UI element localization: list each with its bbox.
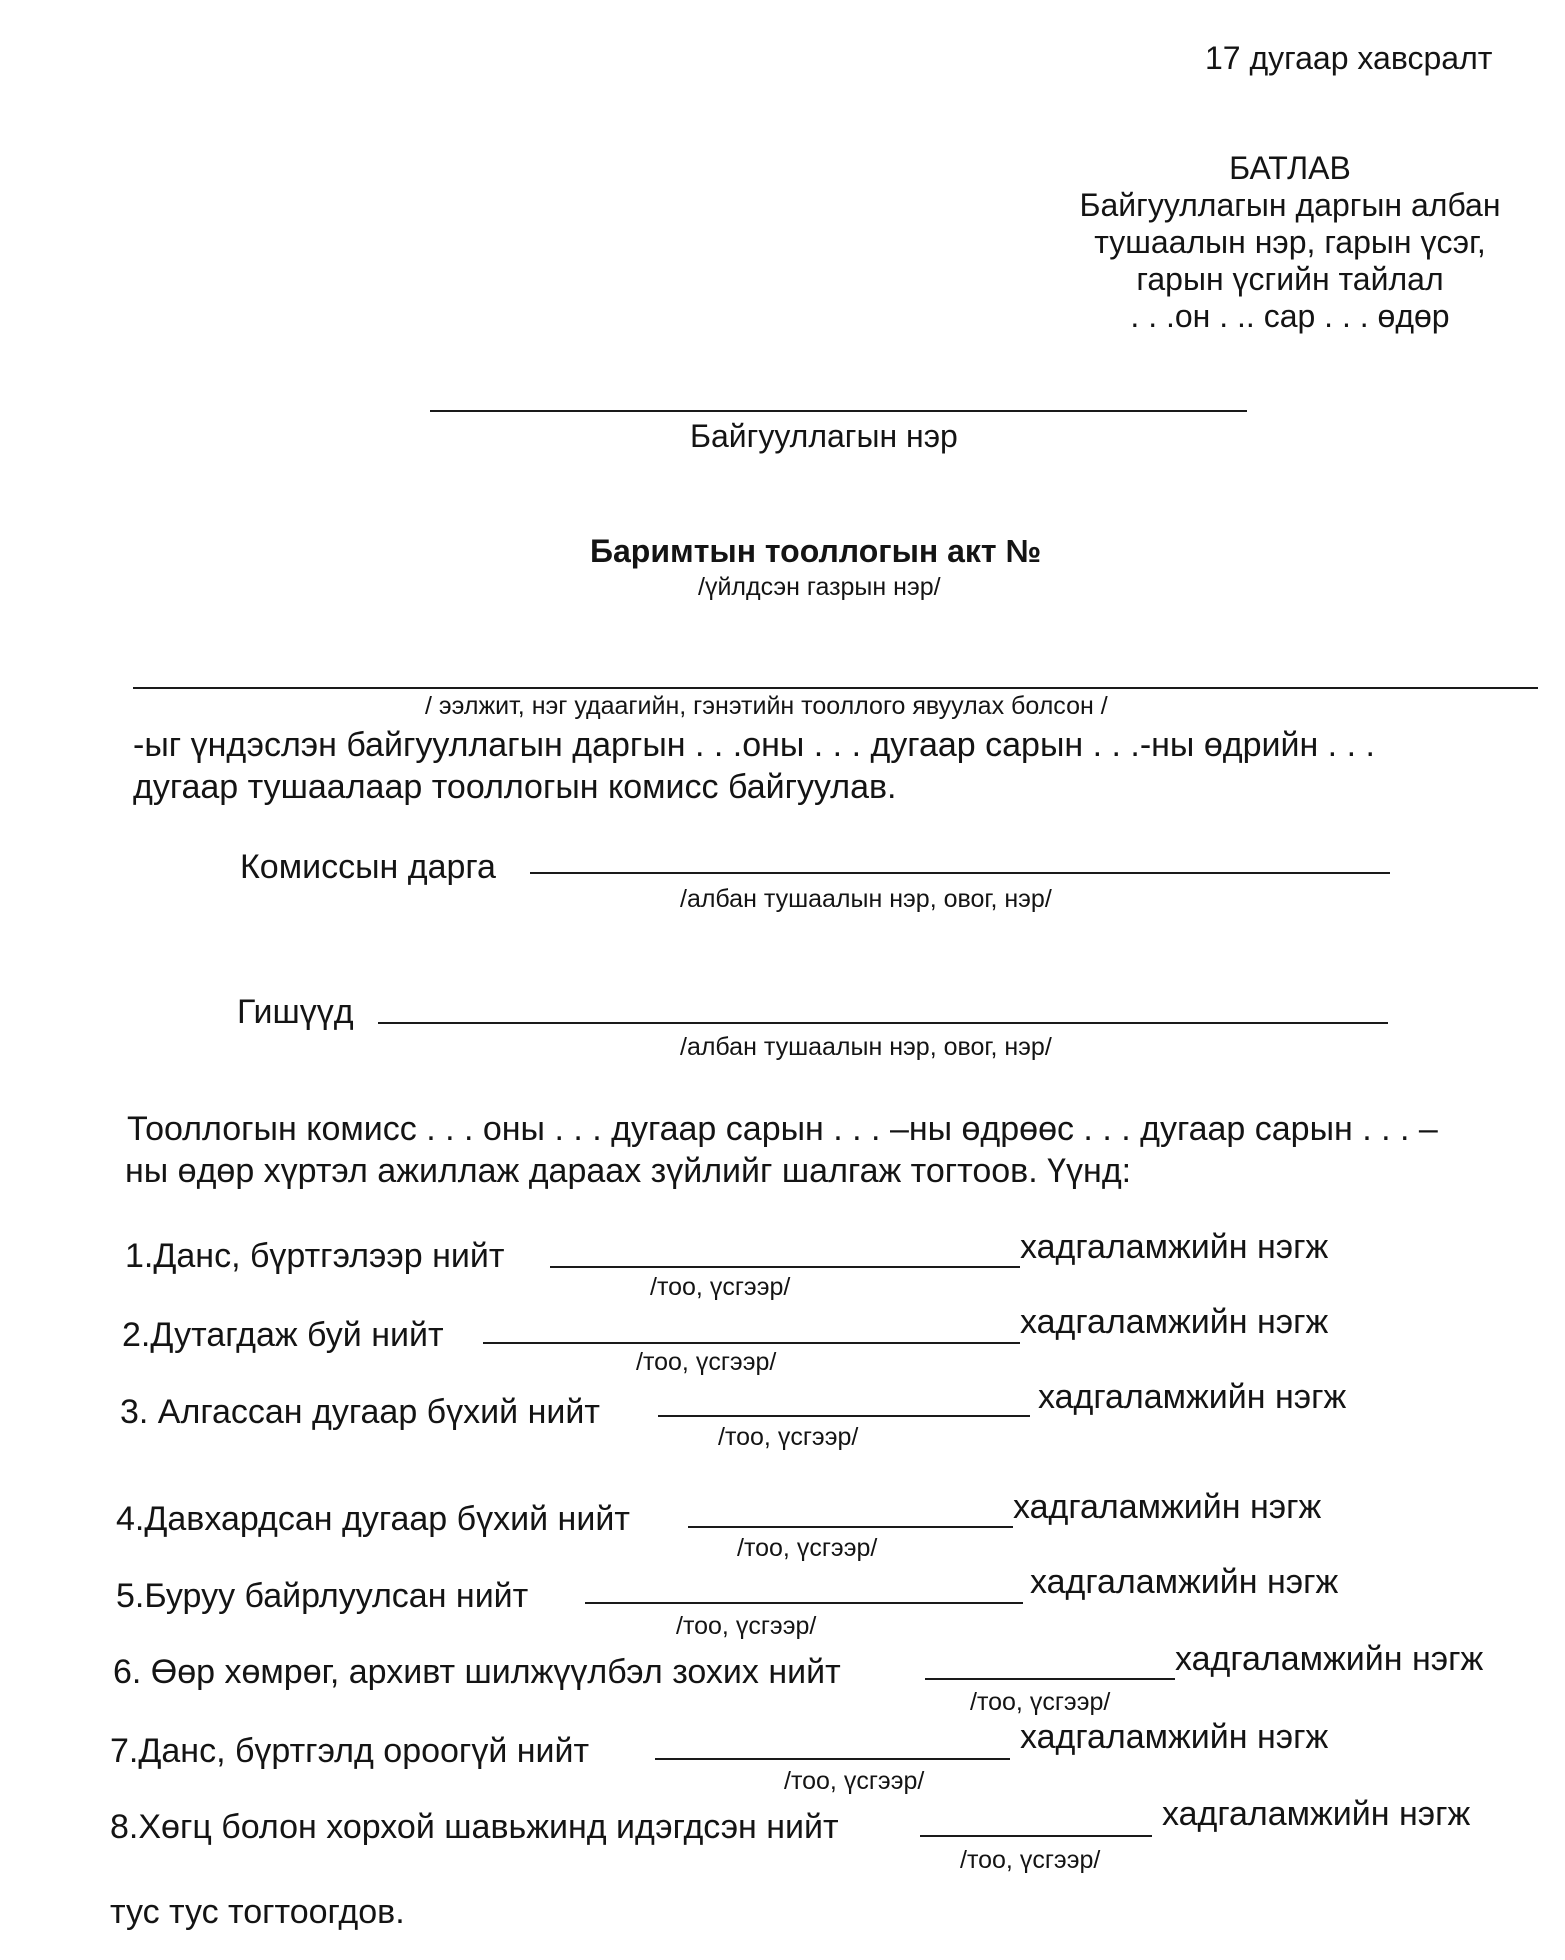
list-item-unit: хадгаламжийн нэгж (1038, 1378, 1347, 1416)
list-item-caption: /тоо, үсгээр/ (784, 1767, 925, 1795)
list-item-label: 6. Өөр хөмрөг, архивт шилжүүлбэл зохих нийт (113, 1653, 841, 1691)
list-item-line (655, 1758, 1010, 1760)
approval-line-1: Байгууллагын даргын албан (1079, 187, 1501, 223)
list-item-unit: хадгаламжийн нэгж (1020, 1718, 1329, 1756)
list-item-unit: хадгаламжийн нэгж (1020, 1228, 1329, 1266)
work-text-1: Тооллогын комисс . . . оны . . . дугаар сарын . . . –ны өдрөөс . . . дугаар сарын . . . – (127, 1110, 1438, 1148)
members-line (378, 1022, 1388, 1024)
basis-caption: / ээлжит, нэг удаагийн, гэнэтийн тооллого явуулах болсон / (425, 692, 1108, 720)
list-item-line (658, 1415, 1030, 1417)
list-item-line (550, 1266, 1020, 1268)
work-text-2: ны өдөр хүртэл ажиллаж дараах зүйлийг шалгаж тогтоов. Үүнд: (125, 1152, 1132, 1190)
list-item-unit: хадгаламжийн нэгж (1013, 1488, 1322, 1526)
list-item-line (925, 1678, 1175, 1680)
list-item-line (585, 1602, 1023, 1604)
list-item-label: 1.Данс, бүртгэлээр нийт (125, 1237, 505, 1275)
list-item-caption: /тоо, үсгээр/ (650, 1273, 791, 1301)
list-item-unit: хадгаламжийн нэгж (1175, 1640, 1484, 1678)
approval-heading: БАТЛАВ (1229, 150, 1351, 186)
list-item-label: 5.Буруу байрлуулсан нийт (116, 1577, 529, 1615)
basis-text-2: дугаар тушаалаар тооллогын комисс байгуулав. (133, 768, 897, 806)
basis-text-1: -ыг үндэслэн байгууллагын даргын . . .оны . . . дугаар сарын . . .-ны өдрийн . . . (133, 726, 1375, 764)
place-caption: /үйлдсэн газрын нэр/ (698, 573, 941, 601)
approval-date: . . .он . .. сар . . . өдөр (1130, 298, 1450, 334)
list-item-unit: хадгаламжийн нэгж (1020, 1303, 1329, 1341)
org-name-caption: Байгууллагын нэр (690, 418, 958, 454)
list-item-line (688, 1526, 1013, 1528)
basis-line (133, 687, 1538, 689)
list-item-unit: хадгаламжийн нэгж (1030, 1563, 1339, 1601)
list-item-label: 4.Давхардсан дугаар бүхий нийт (116, 1500, 630, 1538)
members-label: Гишүүд (237, 993, 354, 1031)
approval-line-2: тушаалын нэр, гарын үсэг, (1094, 224, 1486, 260)
appendix-label: 17 дугаар хавсралт (1205, 40, 1493, 76)
list-item-caption: /тоо, үсгээр/ (718, 1423, 859, 1451)
list-item-unit: хадгаламжийн нэгж (1162, 1795, 1471, 1833)
chair-label: Комиссын дарга (240, 848, 496, 886)
approval-line-3: гарын үсгийн тайлал (1136, 261, 1444, 297)
list-item-caption: /тоо, үсгээр/ (960, 1846, 1101, 1874)
list-item-label: 2.Дутагдаж буй нийт (122, 1316, 444, 1354)
chair-caption: /албан тушаалын нэр, овог, нэр/ (680, 885, 1052, 913)
chair-line (530, 872, 1390, 874)
list-item-line (483, 1342, 1020, 1344)
list-item-label: 7.Данс, бүртгэлд ороогүй нийт (110, 1732, 590, 1770)
members-caption: /албан тушаалын нэр, овог, нэр/ (680, 1033, 1052, 1061)
list-item-caption: /тоо, үсгээр/ (970, 1688, 1111, 1716)
list-item-caption: /тоо, үсгээр/ (737, 1534, 878, 1562)
list-item-caption: /тоо, үсгээр/ (636, 1348, 777, 1376)
list-item-label: 3. Алгассан дугаар бүхий нийт (120, 1393, 600, 1431)
closing-text: тус тус тогтоогдов. (110, 1893, 405, 1931)
approval-block (1040, 150, 1540, 335)
document-title: Баримтын тооллогын акт № (590, 533, 1042, 569)
list-item-line (920, 1835, 1152, 1837)
list-item-label: 8.Хөгц болон хорхой шавьжинд идэгдсэн нийт (110, 1808, 839, 1846)
org-name-line (430, 410, 1247, 412)
list-item-caption: /тоо, үсгээр/ (676, 1612, 817, 1640)
